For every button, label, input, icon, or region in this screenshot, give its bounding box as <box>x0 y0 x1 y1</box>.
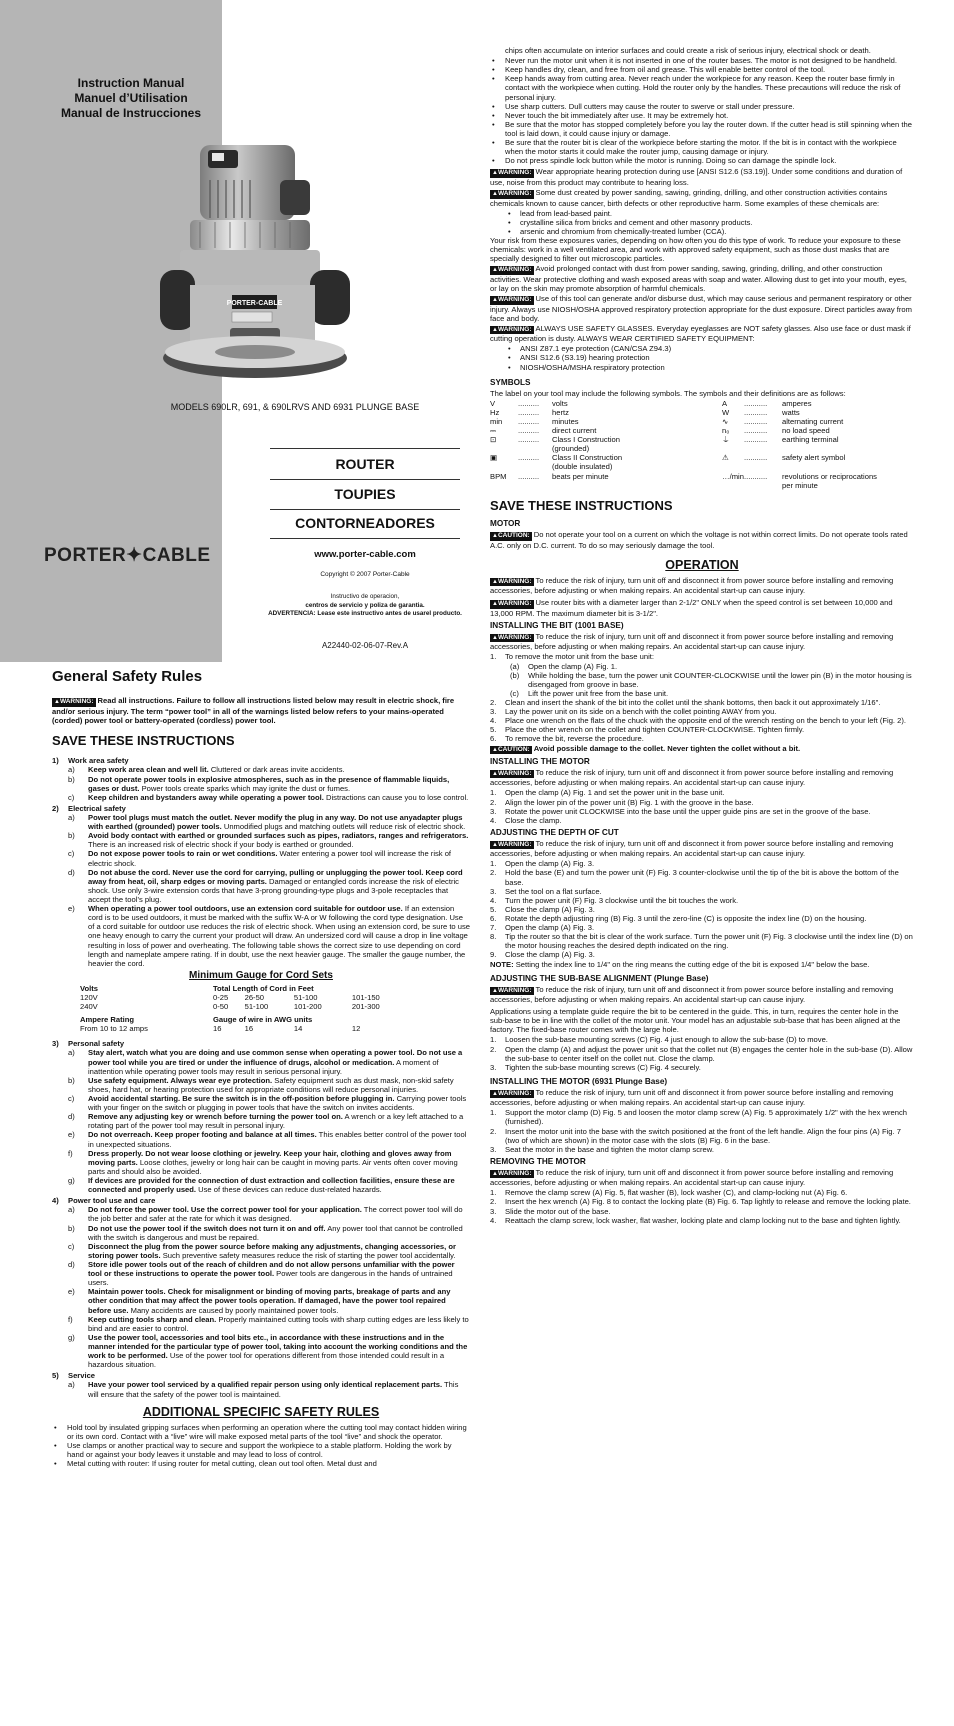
additional-rule: • Use clamps or another practical way to secure and support the workpiece to a stable platform. Holding the work by hand or against your body leaves it unstable and may lead to loss of control. <box>54 1440 452 1459</box>
manual-title-en: Instruction Manual <box>77 76 185 90</box>
router-illustration <box>160 140 370 395</box>
class-one-icon: ⊡ <box>490 435 497 445</box>
product-name-en: ROUTER <box>335 456 395 472</box>
disconnect-warning: ▲WARNING: To reduce the risk of injury, turn unit off and disconnect it from power source before installing and removing accessories, before adjusting or when making repairs. An accidental start-up can cause injury. <box>490 1087 894 1108</box>
gauge-header-length: Total Length of Cord in Feet <box>212 983 314 993</box>
install-motor-step: 1. Open the clamp (A) Fig. 1 and set the power unit in the base unit. <box>490 788 725 798</box>
alert-triangle-icon: ▲ <box>492 533 498 540</box>
hearing-warning: ▲WARNING: Wear appropriate hearing protection during use [ANSI S12.6 (S3.19)]. Under some conditions and duration of use, noise from this product may contribute to hearing loss. <box>490 167 903 187</box>
table-row: BPM .......... beats per minute …/min ........... revolutions or reciprocations per minute <box>490 471 877 490</box>
subbase-step: 1. Loosen the sub-base mounting screws (C) Fig. 4 just enough to allow the sub-base (D) to move. <box>490 1035 828 1045</box>
plunge-heading: INSTALLING THE MOTOR (6931 Plunge Base) <box>490 1076 668 1086</box>
router-label: PORTER-CABLE <box>226 300 283 307</box>
brand-logo: PORTER✦CABLE <box>44 545 211 566</box>
disconnect-warning: ▲WARNING: To reduce the risk of injury, turn unit off and disconnect it from power source before installing and removing accessories, before adjusting or when making repairs. An accidental start-up can cause injury. <box>490 631 894 652</box>
alert-triangle-icon: ▲ <box>492 1090 498 1097</box>
alert-triangle-icon: ▲ <box>492 634 498 641</box>
intro-warning: ▲WARNING: Read all instructions. Failure to follow all instructions listed below may result in electric shock, fire and/or serious injury. The term “power tool” in all of the warnings listed below refers to your mains-operated (corded) power tool or battery-operated (cordless) power tool. <box>52 696 455 725</box>
save-instructions-heading: SAVE THESE INSTRUCTIONS <box>52 732 235 748</box>
install-bit-heading: INSTALLING THE BIT (1001 BASE) <box>490 620 624 630</box>
table-row: 240V 0-50 51-100 101-200 201-300 <box>80 1002 380 1012</box>
earthing-icon: ⏚ <box>722 435 730 445</box>
rule-4d: d) Store idle power tools out of the reach of children and do not allow persons unfamiliar with the power tool or these instructions to operate the power tool. Power tools are dangerous in the hands of untrained users. <box>68 1260 455 1288</box>
warning-badge: ▲WARNING: <box>492 325 532 333</box>
warning-badge: ▲WARNING: <box>492 769 532 777</box>
manual-title-es: Manual de Instrucciones <box>60 106 202 120</box>
risk-text: Your risk from these exposures varies, depending on how often you do this type of work. To reduce your exposure to these chemicals: work in a well ventilated area, and work with approved safety equipment, such as those dust masks that are specially designed to filter out microscopic particles. <box>490 235 901 264</box>
manual-titles <box>46 76 216 121</box>
gauge-header-amp: Ampere Rating <box>80 1015 135 1025</box>
safety-bullet: • Be sure that the router bit is clear of the workpiece before starting the motor. If the bit is in contact with the workpiece when the motor starts it could make the router jump, causing damage or injury. <box>492 138 897 157</box>
product-name-fr: TOUPIES <box>334 486 396 502</box>
gauge-table-title: Minimum Gauge for Cord Sets <box>189 969 333 981</box>
section-tool-use: 4) Power tool use and care <box>52 1196 156 1206</box>
plunge-step: 2. Insert the motor unit into the base with the switch positioned at the front of the left handle. Align the four pins (A) Fig. 7 (two of which are shown) in the motor case with the slots (B) Fig. 6 in the base. <box>490 1126 901 1145</box>
safety-bullet: • Do not press spindle lock button while the motor is running. Doing so can damage the spindle lock. <box>492 156 837 166</box>
install-bit-substep: (b) While holding the base, turn the power unit COUNTER-CLOCKWISE until the lower pin (B) in the motor housing is disengaged from groove in base. <box>510 670 912 689</box>
alert-triangle-icon: ▲ <box>492 987 498 994</box>
warning-badge: ▲WARNING: <box>492 1089 532 1097</box>
install-motor-step: 3. Rotate the power unit CLOCKWISE into the base until the upper guide pins are set in the groove of the base. <box>490 806 871 816</box>
install-bit-step: 4. Place one wrench on the flats of the chuck with the opposite end of the wrench resting on the bench to your left (Fig. 2). <box>490 716 907 726</box>
disconnect-warning: ▲WARNING: To reduce the risk of injury, turn unit off and disconnect it from power source before installing and removing accessories, before adjusting or when making repairs. An accidental start-up can cause injury. <box>490 984 894 1005</box>
install-motor-heading: INSTALLING THE MOTOR <box>490 757 590 767</box>
class-two-icon: ▣ <box>490 453 498 463</box>
rule-4g: g) Use the power tool, accessories and tool bits etc., in accordance with these instructions and in the manner intended for the particular type of power tool, taking into account the working conditions and the work to be performed. Use of the power tool for operations different from those intended could result in a hazardous situation. <box>68 1332 468 1370</box>
plunge-step: 1. Support the motor clamp (D) Fig. 5 and loosen the motor clamp screw (A) Fig. 5 approximately 1/2" with the hex wrench (furnished). <box>490 1108 907 1127</box>
equipment-item: • ANSI S12.6 (S3.19) hearing protection <box>508 353 650 363</box>
title-rule <box>270 538 460 539</box>
install-bit-step: 5. Place the other wrench on the collet and tighten COUNTER-CLOCKWISE. Tighten firmly. <box>490 725 805 735</box>
symbols-table <box>490 399 914 490</box>
caution-badge: ▲CAUTION: <box>492 532 530 540</box>
chemical-item: • crystalline silica from bricks and cement and other masonry products. <box>508 217 753 227</box>
removing-step: 3. Slide the motor out of the base. <box>490 1206 611 1216</box>
table-row: ⎓ .......... direct current n₀ ........... no load speed <box>490 425 830 435</box>
warning-badge: ▲WARNING: <box>492 633 532 641</box>
safety-bullet: • Never touch the bit immediately after use. It may be extremely hot. <box>492 110 729 120</box>
motor-caution: ▲CAUTION: Do not operate your tool on a current on which the voltage is not within correct limits. Do not operate tools rated A.C. only on D.C. current. To do so may seriously damage the tool. <box>490 530 908 550</box>
ac-icon: ∿ <box>722 416 729 426</box>
bits-warning: ▲WARNING: Use router bits with a diameter larger than 2-1/2" ONLY when the speed control is set between 10,000 and 13,000 RPM. The maximum diameter bit is 3-1/2". <box>490 598 893 618</box>
warning-badge: ▲WARNING: <box>492 577 532 585</box>
continuation-text: chips often accumulate on interior surfaces and could create a risk of serious injury, electrical shock or death. <box>505 46 871 55</box>
caution-badge: ▲CAUTION: <box>492 745 530 753</box>
equipment-item: • NIOSH/OSHA/MSHA respiratory protection <box>508 362 665 372</box>
alert-triangle-icon: ▲ <box>492 601 498 608</box>
warning-badge: ▲WARNING: <box>492 266 532 274</box>
right-column <box>490 46 914 1225</box>
warning-badge: ▲WARNING: <box>54 698 94 705</box>
dc-icon: ⎓ <box>490 425 497 435</box>
title-rule <box>270 479 460 480</box>
alert-triangle-icon: ▲ <box>492 170 498 177</box>
table-row: ▣ .......... Class II Construction (double insulated) ⚠ ........... safety alert symbol <box>490 453 846 472</box>
rule-3f: f) Dress properly. Do not wear loose clothing or jewelry. Keep your hair, clothing and gloves away from moving parts. Loose clothes, jewelry or long hair can be caught in moving parts. Air vents often cover moving parts and should also be avoided. <box>68 1148 458 1176</box>
warning-badge: ▲WARNING: <box>492 169 532 177</box>
alert-triangle-icon: ▲ <box>492 770 498 777</box>
depth-note: NOTE: Setting the index line to 1/4" on the ring means the cutting edge of the bit is exposed 1/4" below the base. <box>490 959 870 969</box>
rule-2b: b) Avoid body contact with earthed or grounded surfaces such as pipes, radiators, ranges and refrigerators. There is an increased risk of electric shock if your body is earthed or grounded. <box>68 831 469 850</box>
subbase-heading: ADJUSTING THE SUB-BASE ALIGNMENT (Plunge Base) <box>490 973 709 983</box>
rule-1b: b) Do not operate power tools in explosive atmospheres, such as in the presence of flammable liquids, gases or dust. Power tools create sparks which may ignite the dust or fumes. <box>68 774 450 793</box>
chemical-item: • lead from lead-based paint. <box>508 208 613 218</box>
disconnect-warning: ▲WARNING: To reduce the risk of injury, turn unit off and disconnect it from power source before installing and removing accessories, before adjusting or when making repairs. An accidental start-up can cause injury. <box>490 838 894 859</box>
symbols-intro: The label on your tool may include the following symbols. The symbols and their definitions are as follows: <box>490 388 846 398</box>
rule-3g: g) If devices are provided for the connection of dust extraction and collection facilities, ensure these are connected and properly used. Use of these devices can reduce dust-related hazards. <box>68 1176 455 1195</box>
alert-triangle-icon: ▲ <box>492 191 498 198</box>
section-service: 5) Service <box>52 1371 96 1381</box>
depth-step: 8. Tip the router so that the bit is clear of the work surface. Turn the power unit (F) Fig. 3 clockwise until the index line (D) on the motor housing reaches the desired depth indicated on the ring. <box>490 932 913 951</box>
equipment-item: • ANSI Z87.1 eye protection (CAN/CSA Z94.3) <box>508 344 672 354</box>
save-instructions-heading-2: SAVE THESE INSTRUCTIONS <box>490 497 673 513</box>
install-bit-step: 3. Lay the power unit on its side on a bench with the collet pointing AWAY from you. <box>490 707 777 717</box>
contact-warning: ▲WARNING: Avoid prolonged contact with dust from power sanding, sawing, grinding, drilling, and other construction activities. Wear protective clothing and wash exposed areas with soap and water. Allowing dust to get into your mouth, eyes, or lay on the skin may promote absorption of harmful chemicals. <box>490 264 907 293</box>
depth-step: 5. Close the clamp (A) Fig. 3. <box>490 904 595 914</box>
safety-bullet: • Be sure that the motor has stopped completely before you lay the router down. If the cutter head is still spinning when the tool is laid down, it could cause injury or damage. <box>492 119 912 138</box>
removing-step: 4. Reattach the clamp screw, lock washer, flat washer, locking plate and clamp locking nut to the base and tighten lightly. <box>490 1215 901 1225</box>
left-column <box>52 668 470 1468</box>
table-row: V .......... volts A ........... amperes <box>490 398 812 408</box>
rule-2c: c) Do not expose power tools to rain or wet conditions. Water entering a power tool will increase the risk of electric shock. <box>68 849 452 868</box>
symbols-heading: SYMBOLS <box>490 377 531 387</box>
depth-step: 6. Rotate the depth adjusting ring (B) Fig. 3 until the zero-line (C) is opposite the index line (D) on the housing. <box>490 914 867 924</box>
rule-5a: a) Have your power tool serviced by a qualified repair person using only identical replacement parts. This will ensure that the safety of the power tool is maintained. <box>68 1380 459 1399</box>
rule-4e: e) Maintain power tools. Check for misalignment or binding of moving parts, breakage of parts and any other condition that may affect the power tools operation. If damaged, have the power tool repaired before use. Many accidents are caused by poorly maintained power tools. <box>68 1287 451 1315</box>
glasses-warning: ▲WARNING: ALWAYS USE SAFETY GLASSES. Everyday eyeglasses are NOT safety glasses. Also use face or dust mask if cutting operation is dusty. ALWAYS WEAR CERTIFIED SAFETY EQUIPMENT: <box>490 323 911 344</box>
chemical-item: • arsenic and chromium from chemically-treated lumber (CCA). <box>508 226 727 236</box>
alert-triangle-icon: ▲ <box>54 699 60 705</box>
section-work-area: 1) Work area safety <box>52 756 129 766</box>
safety-alert-icon: ⚠ <box>722 453 729 463</box>
install-motor-step: 2. Align the lower pin of the power unit (B) Fig. 1 with the groove in the base. <box>490 797 754 807</box>
safety-bullet: • Never run the motor unit when it is not inserted in one of the router bases. The motor is not designed to be handheld. <box>492 56 898 66</box>
rule-2e: e) When operating a power tool outdoors, use an extension cord suitable for outdoor use. If an extension cord is to be used outdoors, it must be marked with the suffix W-A or W following the cord type designation. Use of a cord suitable for outdoor use reduces the risk of electric shock. When using an extension cord, be sure to use one heavy enough to carry the current your product will draw. An undersized cord will cause a drop in line voltage resulting in loss of power and overheating. The following table shows the correct size to use depending on cord length and nameplate ampere rating. If in doubt, use the next heavier gauge. The smaller the gauge number, the heavier the cord. <box>68 904 471 968</box>
removing-heading: REMOVING THE MOTOR <box>490 1156 586 1166</box>
warning-badge: ▲WARNING: <box>492 296 532 304</box>
rule-1c: c) Keep children and bystanders away while operating a power tool. Distractions can cause you to lose control. <box>68 792 469 802</box>
removing-step: 2. Insert the hex wrench (A) Fig. 8 to contact the locking plate (B) Fig. 6. Tap lightly to release and remove the locking plate. <box>490 1197 911 1207</box>
product-name-es: CONTORNEADORES <box>295 515 435 531</box>
rule-3d: d) Remove any adjusting key or wrench before turning the power tool on. A wrench or a key left attached to a rotating part of the power tool may result in personal injury. <box>68 1112 464 1131</box>
warning-badge: ▲WARNING: <box>492 840 532 848</box>
copyright: Copyright © 2007 Porter-Cable <box>320 571 410 578</box>
rule-3b: b) Use safety equipment. Always wear eye protection. Safety equipment such as dust mask, non-skid safety shoes, hard hat, or hearing protection used for appropriate conditions will reduce personal injuries. <box>68 1075 454 1094</box>
gauge-table <box>80 984 410 1034</box>
safety-bullet: • Keep handles dry, clean, and free from oil and grease. This will enable better control of the tool. <box>492 65 826 75</box>
safety-bullet: • Keep hands away from cutting area. Never reach under the workpiece for any reason. Keep the router base firmly in contact with the workpiece when cutting. Hold the router only by the handles. These precautions will reduce the risk of personal injury. <box>492 74 901 102</box>
disconnect-warning: ▲WARNING: To reduce the risk of injury, turn unit off and disconnect it from power source before installing and removing accessories, before adjusting or when making repairs. An accidental start-up can cause injury. <box>490 767 894 788</box>
install-bit-step: 2. Clean and insert the shank of the bit into the collet until the shank bottoms, then back it out approximately 1/16". <box>490 697 881 707</box>
rule-4b: b) Do not use the power tool if the switch does not turn it on and off. Any power tool that cannot be controlled with the switch is dangerous and must be repaired. <box>68 1223 463 1242</box>
install-bit-substep: (a) Open the clamp (A) Fig. 1. <box>510 661 618 671</box>
model-numbers: MODELS 690LR, 691, & 690LRVS AND 6931 PLUNGE BASE <box>170 402 420 412</box>
manual-title-fr: Manuel d’Utilisation <box>74 91 188 105</box>
subbase-step: 2. Open the clamp (A) and adjust the power unit so that the collet nut (B) engages the center hole in the sub-base (D). Allow the sub-base to center itself on the collet nut. Close the clamp. <box>490 1044 913 1063</box>
install-bit-substep: (c) Lift the power unit free from the base unit. <box>510 688 669 698</box>
gauge-header-volts: Volts <box>80 983 99 993</box>
rule-2d: d) Do not abuse the cord. Never use the cord for carrying, pulling or unplugging the power tool. Keep cord away from heat, oil, sharp edges or moving parts. Damaged or entangled cords increase the risk of electric shock. Use only 3-wire extension cords that have 3-prong grounding-type plugs and 3-pole receptacles that accept the tool’s plug. <box>68 867 463 904</box>
rule-4c: c) Disconnect the plug from the power source before making any adjustments, changing accessories, or storing power tools. Such preventive safety measures reduce the risk of starting the power tool accidentally. <box>68 1241 456 1260</box>
dust-warning: ▲WARNING: Some dust created by power sanding, sawing, grinding, drilling, and other construction activities contains chemicals known to cause cancer, birth defects or other reproductive harm. Some examples of these chemicals are: <box>490 188 888 208</box>
plunge-step: 3. Seat the motor in the base and tighten the motor clamp screw. <box>490 1144 714 1154</box>
disconnect-warning: ▲WARNING: To reduce the risk of injury, turn unit off and disconnect it from power source before installing and removing accessories, before adjusting or when making repairs. An accidental start-up can cause injury. <box>490 575 894 596</box>
install-bit-step: 1. To remove the motor unit from the base unit: <box>490 652 654 662</box>
additional-rules-heading: ADDITIONAL SPECIFIC SAFETY RULES <box>142 1404 380 1419</box>
gauge-header-awg: Gauge of wire in AWG units <box>212 1015 313 1025</box>
depth-step: 3. Set the tool on a flat surface. <box>490 886 602 896</box>
depth-step: 1. Open the clamp (A) Fig. 3. <box>490 859 595 869</box>
subbase-step: 3. Tighten the sub-base mounting screws (C) Fig. 4 securely. <box>490 1062 701 1072</box>
additional-rule: • Hold tool by insulated gripping surfaces when performing an operation where the cutting tool may contact hidden wiring or its own cord. Contact with a “live” wire will make exposed metal parts of the tool “live” and shock the operator. <box>54 1422 467 1441</box>
alert-triangle-icon: ▲ <box>492 841 498 848</box>
motor-heading: MOTOR <box>490 519 521 529</box>
disconnect-warning: ▲WARNING: To reduce the risk of injury, turn unit off and disconnect it from power source before installing and removing accessories, before adjusting or when making repairs. An accidental start-up can cause injury. <box>490 1167 894 1188</box>
generate-warning: ▲WARNING: Use of this tool can generate and/or disburse dust, which may cause serious and permanent respiratory or other injury. Always use NIOSH/OSHA approved respiratory protection appropriate for the dust exposure. Direct particles away from face and body. <box>490 294 912 323</box>
depth-heading: ADJUSTING THE DEPTH OF CUT <box>490 827 619 837</box>
operation-heading: OPERATION <box>665 557 739 572</box>
document-number: A22440-02-06-07-Rev.A <box>321 641 409 650</box>
alert-triangle-icon: ▲ <box>492 578 498 585</box>
removing-step: 1. Remove the clamp screw (A) Fig. 5, flat washer (B), lock washer (C), and clamp-locking nut (A) Fig. 6. <box>490 1188 848 1198</box>
table-row: From 10 to 12 amps 16 16 14 12 <box>80 1024 361 1034</box>
title-rule <box>270 509 460 510</box>
rule-4f: f) Keep cutting tools sharp and clean. Properly maintained cutting tools with sharp cutting edges are less likely to bind and are easier to control. <box>68 1314 469 1333</box>
table-row: ⊡ .......... Class I Construction (grounded) ⏚ ........... earthing terminal <box>490 435 839 454</box>
rule-4a: a) Do not force the power tool. Use the correct power tool for your application. The correct power tool will do the job better and safer at the rate for which it was designed. <box>68 1205 463 1224</box>
alert-triangle-icon: ▲ <box>492 326 498 333</box>
alert-triangle-icon: ▲ <box>492 1170 498 1177</box>
warning-badge: ▲WARNING: <box>492 600 532 608</box>
subbase-text: Applications using a template guide require the bit to be centered in the guide. This, in turn, requires the center hole in the sub-base to be in line with the collet of the motor unit. Your model has an adjustable sub-base that has been aligned at the factory. The fixed-base router comes with the large hole. <box>490 1007 901 1035</box>
table-row: min .......... minutes ∿ ........... alternating current <box>490 416 844 426</box>
warning-badge: ▲WARNING: <box>492 986 532 994</box>
additional-rule: • Metal cutting with router: If using router for metal cutting, clean out tool often. Metal dust and <box>54 1459 377 1469</box>
depth-step: 4. Turn the power unit (F) Fig. 3 clockwise until the bit touches the work. <box>490 895 739 905</box>
table-row: 120V 0-25 26-50 51-100 101-150 <box>80 992 380 1002</box>
service-note: Instructivo de operacion, centros de servicio y poliza de garantia. ADVERTENCIA: Lease este instructivo antes de usarel producto. <box>268 593 462 617</box>
alert-triangle-icon: ▲ <box>492 746 498 753</box>
rule-3c: c) Avoid accidental starting. Be sure the switch is in the off-position before plugging in. Carrying power tools with your finger on the switch or plugging in power tools that have the switch on invites accidents. <box>68 1094 467 1113</box>
title-rule <box>270 448 460 449</box>
warning-badge: ▲WARNING: <box>492 190 532 198</box>
alert-triangle-icon: ▲ <box>492 267 498 274</box>
rule-1a: a) Keep work area clean and well lit. Cluttered or dark areas invite accidents. <box>68 765 345 775</box>
depth-step: 9. Close the clamp (A) Fig. 3. <box>490 950 595 960</box>
depth-step: 2. Hold the base (E) and turn the power unit (F) Fig. 3 counter-clockwise until the tip of the bit is above the bottom of the base. <box>490 868 899 887</box>
section-personal: 3) Personal safety <box>52 1039 125 1049</box>
rule-3e: e) Do not overreach. Keep proper footing and balance at all times. This enables better control of the power tool in unexpected situations. <box>68 1130 467 1149</box>
warning-badge: ▲WARNING: <box>492 1169 532 1177</box>
table-row: Hz .......... hertz W ........... watts <box>490 407 800 417</box>
safety-bullet: • Use sharp cutters. Dull cutters may cause the router to swerve or stall under pressure. <box>492 101 795 111</box>
website-url: www.porter-cable.com <box>314 549 416 560</box>
install-motor-step: 4. Close the clamp. <box>490 815 562 825</box>
install-bit-step: 6. To remove the bit, reverse the procedure. <box>490 734 644 744</box>
collet-caution: ▲CAUTION: Avoid possible damage to the collet. Never tighten the collet without a bit. <box>492 743 801 753</box>
rule-2a: a) Power tool plugs must match the outlet. Never modify the plug in any way. Do not use anyadapter plugs with earthed (grounded) power tools. Unmodified plugs and matching outlets will reduce risk of electric shock. <box>68 812 466 832</box>
rule-3a: a) Stay alert, watch what you are doing and use common sense when operating a power tool. Do not use a power tool while you are tired or under the influence of drugs, alcohol or medication. A moment of inattention while operating power tools may result in serious personal injury. <box>68 1048 463 1076</box>
depth-step: 7. Open the clamp (A) Fig. 3. <box>490 923 595 933</box>
section-electrical: 2) Electrical safety <box>52 803 126 813</box>
alert-triangle-icon: ▲ <box>492 297 498 304</box>
general-safety-heading: General Safety Rules <box>52 668 203 685</box>
